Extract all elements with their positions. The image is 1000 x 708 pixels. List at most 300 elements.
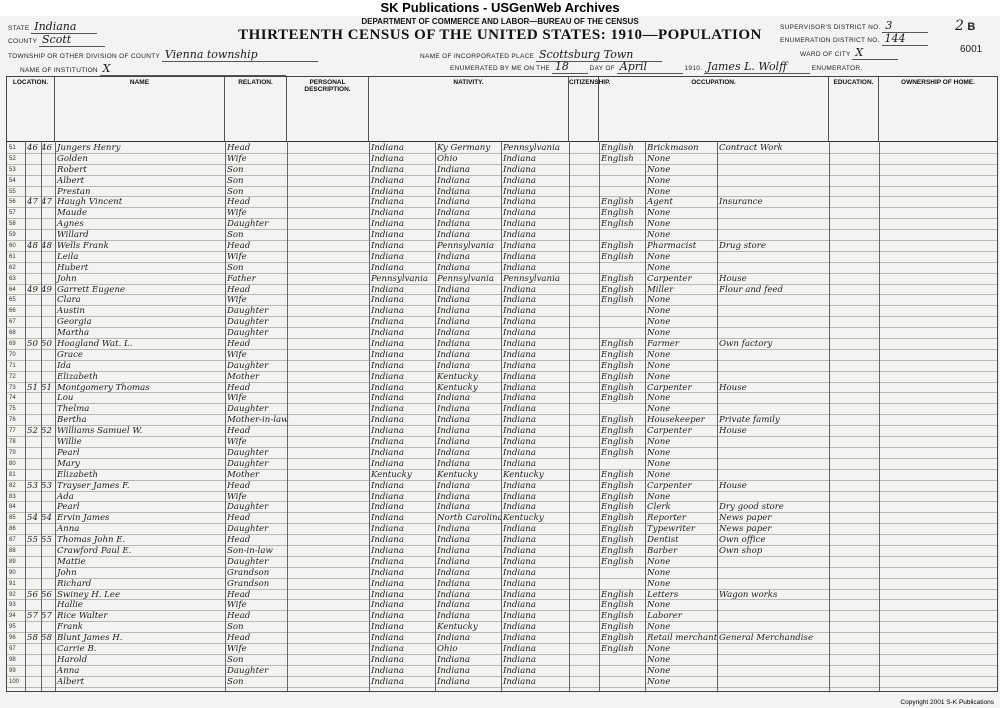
table-row (7, 437, 997, 448)
cell-fbirth: Indiana (437, 633, 470, 644)
cell-fbirth: Ohio (437, 153, 458, 164)
cell-ind: Wagon works (719, 589, 778, 600)
col-citizenship: CITIZENSHIP. (569, 77, 599, 141)
cell-name: Willard (57, 230, 89, 241)
cell-fbirth: Indiana (437, 458, 470, 469)
cell-name: Bertha (57, 415, 87, 426)
cell-lang: English (601, 545, 634, 556)
place-line: NAME OF INCORPORATED PLACE Scottsburg Town (420, 48, 662, 62)
enumerator-name: James L. Wolff (704, 60, 810, 74)
cell-rel: Wife (227, 437, 247, 448)
cell-name: John (57, 273, 77, 284)
cell-fbirth: Indiana (437, 339, 470, 350)
cell-rel: Daughter (227, 404, 269, 415)
column-divider (55, 141, 56, 691)
cell-birth: Indiana (371, 665, 404, 676)
cell-n: 84 (9, 504, 16, 511)
table-row (7, 165, 997, 176)
cell-fbirth: Indiana (437, 447, 470, 458)
cell-birth: Indiana (371, 219, 404, 230)
cell-fbirth: Indiana (437, 175, 470, 186)
cell-fbirth: Pennsylvania (437, 273, 494, 284)
cell-birth: Indiana (371, 524, 404, 535)
cell-name: Martha (57, 328, 90, 339)
cell-rel: Head (227, 426, 251, 437)
cell-n: 79 (9, 449, 16, 456)
cell-ind: Contract Work (719, 143, 783, 153)
cell-lang: English (601, 643, 634, 654)
cell-occ: None (647, 469, 671, 480)
cell-fbirth: Indiana (437, 600, 470, 611)
cell-n: 52 (9, 155, 16, 162)
cell-name: Jungers Henry (57, 143, 121, 153)
table-row (7, 252, 997, 263)
cell-mbirth: Indiana (503, 415, 536, 426)
cell-fbirth: Pennsylvania (437, 241, 494, 252)
enumerated-line: ENUMERATED BY ME ON THE 18 DAY OF April 1910. James L. Wolff ENUMERATOR. (450, 60, 863, 73)
cell-birth: Indiana (371, 153, 404, 164)
cell-fam: 52 (41, 426, 52, 437)
cell-mbirth: Indiana (503, 186, 536, 197)
cell-rel: Mother (227, 371, 260, 382)
cell-mbirth: Indiana (503, 633, 536, 644)
cell-birth: Indiana (371, 262, 404, 273)
cell-lang: English (601, 251, 634, 262)
cell-rel: Wife (227, 295, 247, 306)
cell-birth: Indiana (371, 654, 404, 665)
table-row (7, 546, 997, 557)
cell-lang: English (601, 611, 634, 622)
cell-lang: English (601, 437, 634, 448)
cell-birth: Indiana (371, 284, 404, 295)
cell-name: Mary (57, 458, 80, 469)
cell-mbirth: Indiana (503, 426, 536, 437)
cell-mbirth: Indiana (503, 360, 536, 371)
cell-fam: 55 (41, 535, 52, 546)
cell-lang: English (601, 622, 634, 633)
ed-line: ENUMERATION DISTRICT NO. 144 (780, 32, 928, 46)
cell-fbirth: Indiana (437, 404, 470, 415)
cell-fbirth: Indiana (437, 208, 470, 219)
table-row (7, 568, 997, 579)
table-row (7, 557, 997, 568)
cell-name: Clara (57, 295, 81, 306)
cell-fam: 46 (41, 143, 52, 153)
cell-n: 92 (9, 591, 16, 598)
ward-line: WARD OF CITY X (800, 46, 898, 60)
cell-lang: English (601, 284, 634, 295)
township-value: Vienna township (162, 48, 318, 62)
cell-mbirth: Indiana (503, 230, 536, 241)
cell-fbirth: Indiana (437, 230, 470, 241)
cell-mbirth: Indiana (503, 665, 536, 676)
cell-occ: Housekeeper (647, 415, 705, 426)
cell-lang: English (601, 426, 634, 437)
cell-rel: Head (227, 480, 251, 491)
cell-n: 82 (9, 482, 16, 489)
cell-occ: Carpenter (647, 273, 692, 284)
column-divider (599, 141, 600, 691)
cell-occ: None (647, 317, 671, 328)
cell-rel: Daughter (227, 447, 269, 458)
cell-birth: Indiana (371, 317, 404, 328)
cell-birth: Indiana (371, 382, 404, 393)
sheet-stamp: 6001 (960, 44, 983, 55)
cell-dw: 47 (27, 197, 38, 208)
cell-ind: Own shop (719, 545, 763, 556)
cell-birth: Indiana (371, 622, 404, 633)
township-line: TOWNSHIP OR OTHER DIVISION OF COUNTY Vienna township (8, 48, 318, 62)
cell-birth: Indiana (371, 600, 404, 611)
table-row (7, 350, 997, 361)
cell-lang: English (601, 339, 634, 350)
cell-rel: Head (227, 513, 251, 524)
cell-occ: Typewriter (647, 524, 696, 535)
cell-occ: None (647, 654, 671, 665)
cell-name: Mattie (57, 556, 86, 567)
cell-ind: Dry good store (719, 502, 784, 513)
cell-rel: Daughter (227, 317, 269, 328)
table-row (7, 317, 997, 328)
cell-mbirth: Indiana (503, 458, 536, 469)
cell-fbirth: Indiana (437, 578, 470, 589)
cell-dw: 49 (27, 284, 38, 295)
cell-occ: Brickmason (647, 143, 699, 153)
cell-name: Willie (57, 437, 82, 448)
cell-dw: 55 (27, 535, 38, 546)
cell-fbirth: Indiana (437, 284, 470, 295)
table-row (7, 274, 997, 285)
table-row (7, 415, 997, 426)
cell-birth: Indiana (371, 676, 404, 687)
table-row (7, 219, 997, 230)
cell-n: 51 (9, 145, 16, 151)
cell-name: Crawford Paul E. (57, 545, 132, 556)
cell-n: 89 (9, 558, 16, 565)
cell-mbirth: Indiana (503, 339, 536, 350)
cell-birth: Indiana (371, 339, 404, 350)
cell-n: 72 (9, 373, 16, 380)
table-row (7, 459, 997, 470)
cell-occ: None (647, 643, 671, 654)
cell-rel: Son (227, 654, 244, 665)
cell-mbirth: Pennsylvania (503, 273, 560, 284)
cell-name: Ervin James (57, 513, 110, 524)
cell-lang: English (601, 153, 634, 164)
cell-rel: Wife (227, 643, 247, 654)
cell-fam: 56 (41, 589, 52, 600)
cell-fam: 47 (41, 197, 52, 208)
cell-rel: Daughter (227, 665, 269, 676)
cell-fbirth: Indiana (437, 426, 470, 437)
cell-rel: Wife (227, 208, 247, 219)
cell-occ: None (647, 600, 671, 611)
cell-mbirth: Indiana (503, 676, 536, 687)
cell-mbirth: Indiana (503, 447, 536, 458)
table-row (7, 611, 997, 622)
cell-fam: 57 (41, 611, 52, 622)
cell-mbirth: Pennsylvania (503, 143, 560, 153)
cell-fbirth: Indiana (437, 611, 470, 622)
table-row (7, 361, 997, 372)
cell-fbirth: Indiana (437, 295, 470, 306)
cell-mbirth: Indiana (503, 197, 536, 208)
cell-fbirth: Indiana (437, 589, 470, 600)
cell-mbirth: Indiana (503, 535, 536, 546)
column-divider (717, 141, 718, 691)
census-title: THIRTEENTH CENSUS OF THE UNITED STATES: 1910—POPULATION (238, 27, 762, 43)
cell-birth: Indiana (371, 447, 404, 458)
cell-occ: Farmer (647, 339, 679, 350)
cell-lang: English (601, 208, 634, 219)
cell-occ: Miller (647, 284, 674, 295)
cell-fbirth: Indiana (437, 556, 470, 567)
cell-name: Ida (57, 360, 72, 371)
cell-n: 85 (9, 515, 16, 522)
cell-fam: 48 (41, 241, 52, 252)
cell-n: 95 (9, 624, 16, 631)
cell-birth: Indiana (371, 360, 404, 371)
column-divider (879, 141, 880, 691)
column-divider (645, 141, 646, 691)
cell-mbirth: Indiana (503, 251, 536, 262)
cell-fbirth: Indiana (437, 491, 470, 502)
cell-fam: 53 (41, 480, 52, 491)
cell-rel: Daughter (227, 556, 269, 567)
cell-n: 60 (9, 243, 16, 250)
cell-n: 80 (9, 460, 16, 467)
cell-name: Trayser James F. (57, 480, 130, 491)
column-divider (225, 141, 226, 691)
cell-fbirth: Indiana (437, 545, 470, 556)
cell-n: 62 (9, 264, 16, 271)
cell-occ: None (647, 437, 671, 448)
cell-rel: Daughter (227, 502, 269, 513)
cell-fbirth: Kentucky (437, 382, 478, 393)
cell-occ: Carpenter (647, 382, 692, 393)
cell-mbirth: Indiana (503, 284, 536, 295)
cell-ind: House (719, 480, 747, 491)
cell-mbirth: Indiana (503, 306, 536, 317)
cell-mbirth: Indiana (503, 578, 536, 589)
cell-birth: Indiana (371, 349, 404, 360)
cell-birth: Indiana (371, 295, 404, 306)
cell-rel: Daughter (227, 328, 269, 339)
cell-lang: English (601, 415, 634, 426)
cell-birth: Indiana (371, 143, 404, 153)
table-row (7, 426, 997, 437)
cell-fam: 50 (41, 339, 52, 350)
cell-name: Montgomery Thomas (57, 382, 150, 393)
cell-rel: Son (227, 676, 244, 687)
cell-occ: None (647, 404, 671, 415)
col-name: NAME (55, 77, 225, 141)
cell-ind: General Merchandise (719, 633, 814, 644)
state-value: Indiana (31, 20, 97, 34)
cell-name: Pearl (57, 502, 80, 513)
cell-n: 90 (9, 569, 16, 576)
cell-rel: Head (227, 535, 251, 546)
cell-rel: Head (227, 339, 251, 350)
cell-occ: Retail merchant (647, 633, 718, 644)
cell-occ: None (647, 262, 671, 273)
cell-birth: Indiana (371, 458, 404, 469)
cell-n: 86 (9, 526, 16, 533)
cell-name: Hoagland Wat. L. (57, 339, 133, 350)
cell-fbirth: Indiana (437, 567, 470, 578)
table-row (7, 470, 997, 481)
cell-occ: None (647, 622, 671, 633)
cell-rel: Head (227, 589, 251, 600)
cell-n: 65 (9, 297, 16, 304)
cell-occ: None (647, 186, 671, 197)
cell-mbirth: Indiana (503, 437, 536, 448)
cell-name: Grace (57, 349, 83, 360)
cell-occ: Pharmacist (647, 241, 697, 252)
table-row (7, 622, 997, 633)
cell-name: Carrie B. (57, 643, 97, 654)
cell-birth: Indiana (371, 208, 404, 219)
cell-n: 64 (9, 286, 16, 293)
cell-occ: Agent (647, 197, 673, 208)
cell-ind: House (719, 273, 747, 284)
cell-n: 69 (9, 341, 16, 348)
sheet-number: 2 B (955, 18, 976, 34)
table-row (7, 513, 997, 524)
col-ownership: OWNERSHIP OF HOME. (901, 79, 975, 86)
cell-rel: Head (227, 382, 251, 393)
cell-fbirth: Indiana (437, 676, 470, 687)
cell-fbirth: Indiana (437, 219, 470, 230)
cell-lang: English (601, 480, 634, 491)
cell-occ: Laborer (647, 611, 682, 622)
cell-rel: Father (227, 273, 256, 284)
cell-fbirth: Indiana (437, 437, 470, 448)
cell-birth: Indiana (371, 633, 404, 644)
cell-name: Anna (57, 665, 80, 676)
cell-n: 97 (9, 645, 16, 652)
cell-fbirth: Indiana (437, 186, 470, 197)
cell-lang: English (601, 360, 634, 371)
cell-lang: English (601, 382, 634, 393)
cell-rel: Son-in-law (227, 545, 273, 556)
cell-mbirth: Indiana (503, 219, 536, 230)
cell-rel: Son (227, 175, 244, 186)
cell-dw: 51 (27, 382, 38, 393)
cell-name: Albert (57, 676, 85, 687)
cell-occ: None (647, 175, 671, 186)
cell-n: 68 (9, 330, 16, 337)
cell-birth: Pennsylvania (371, 273, 428, 284)
cell-n: 53 (9, 166, 16, 173)
cell-fbirth: Indiana (437, 535, 470, 546)
cell-birth: Indiana (371, 393, 404, 404)
cell-mbirth: Indiana (503, 328, 536, 339)
cell-mbirth: Indiana (503, 295, 536, 306)
cell-fbirth: Indiana (437, 665, 470, 676)
cell-occ: None (647, 251, 671, 262)
cell-birth: Indiana (371, 164, 404, 175)
cell-fbirth: Indiana (437, 262, 470, 273)
cell-ind: Drug store (719, 241, 766, 252)
cell-rel: Grandson (227, 567, 270, 578)
cell-occ: None (647, 458, 671, 469)
cell-rel: Son (227, 164, 244, 175)
cell-fam: 54 (41, 513, 52, 524)
cell-fbirth: Indiana (437, 480, 470, 491)
cell-birth: Indiana (371, 513, 404, 524)
county-value: Scott (39, 33, 105, 47)
cell-ind: News paper (719, 524, 772, 535)
cell-lang: English (601, 513, 634, 524)
cell-fbirth: Indiana (437, 349, 470, 360)
cell-dw: 57 (27, 611, 38, 622)
ward-value: X (852, 46, 898, 60)
cell-occ: None (647, 556, 671, 567)
cell-fam: 49 (41, 284, 52, 295)
cell-mbirth: Indiana (503, 382, 536, 393)
table-row (7, 263, 997, 274)
cell-n: 76 (9, 417, 16, 424)
cell-dw: 54 (27, 513, 38, 524)
cell-name: Thelma (57, 404, 90, 415)
cell-birth: Indiana (371, 404, 404, 415)
cell-occ: Dentist (647, 535, 679, 546)
cell-occ: Carpenter (647, 426, 692, 437)
cell-birth: Indiana (371, 589, 404, 600)
cell-occ: None (647, 371, 671, 382)
cell-rel: Daughter (227, 306, 269, 317)
cell-name: Lou (57, 393, 74, 404)
cell-name: Maude (57, 208, 88, 219)
cell-birth: Indiana (371, 371, 404, 382)
cell-lang: English (601, 197, 634, 208)
cell-lang: English (601, 447, 634, 458)
cell-n: 63 (9, 275, 16, 282)
cell-birth: Indiana (371, 578, 404, 589)
cell-fam: 58 (41, 633, 52, 644)
cell-rel: Mother (227, 469, 260, 480)
cell-name: Elizabeth (57, 469, 98, 480)
cell-mbirth: Indiana (503, 654, 536, 665)
cell-name: Pearl (57, 447, 80, 458)
table-row (7, 535, 997, 546)
cell-mbirth: Indiana (503, 404, 536, 415)
cell-lang: English (601, 535, 634, 546)
cell-birth: Indiana (371, 502, 404, 513)
cell-fbirth: Kentucky (437, 469, 478, 480)
col-personal: PERSONAL DESCRIPTION. (287, 77, 369, 141)
cell-n: 94 (9, 613, 16, 620)
cell-rel: Wife (227, 600, 247, 611)
cell-rel: Wife (227, 153, 247, 164)
cell-rel: Son (227, 186, 244, 197)
table-row (7, 176, 997, 187)
table-row (7, 393, 997, 404)
table-row (7, 372, 997, 383)
cell-name: Albert (57, 175, 85, 186)
cell-dw: 50 (27, 339, 38, 350)
column-divider (829, 141, 830, 691)
archive-banner: SK Publications - USGenWeb Archives (0, 0, 1000, 16)
cell-mbirth: Indiana (503, 480, 536, 491)
cell-dw: 53 (27, 480, 38, 491)
cell-n: 88 (9, 547, 16, 554)
cell-rel: Daughter (227, 524, 269, 535)
cell-n: 96 (9, 635, 16, 642)
cell-lang: English (601, 502, 634, 513)
cell-name: Blunt James H. (57, 633, 123, 644)
